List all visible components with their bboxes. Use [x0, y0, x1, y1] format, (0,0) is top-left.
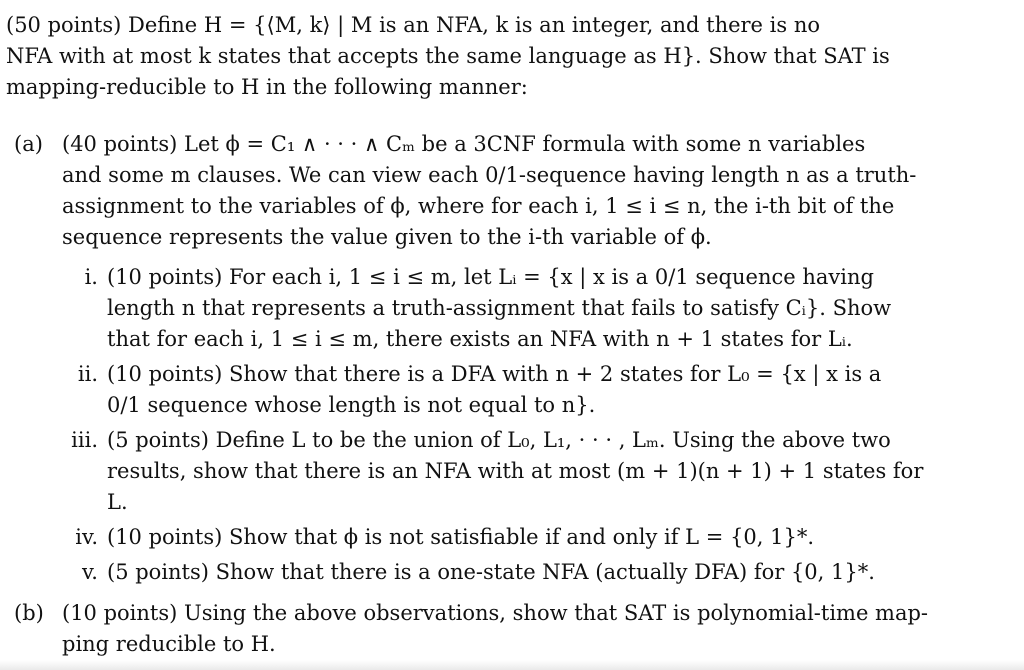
part-b-line-1: (10 points) Using the above observations, show that SAT is polynomial-time map-: [62, 601, 929, 625]
item-iv-label: iv.: [75, 525, 98, 549]
item-iii-line-3: L.: [107, 490, 128, 514]
part-a-label: (a): [14, 132, 43, 156]
part-a-line-3: assignment to the variables of ϕ, where for each i, 1 ≤ i ≤ n, the i-th bit of the: [62, 194, 895, 218]
item-v-label: v.: [81, 560, 98, 584]
item-i-line-2: length n that represents a truth-assignment that fails to satisfy Cᵢ}. Show: [107, 296, 892, 320]
part-a-line-2: and some m clauses. We can view each 0/1-sequence having length n as a truth-: [62, 163, 917, 187]
bottom-shadow: [0, 660, 1024, 670]
intro-line-1: (50 points) Define H = {⟨M, k⟩ | M is an NFA, k is an integer, and there is no: [6, 13, 820, 37]
part-a-line-4: sequence represents the value given to the i-th variable of ϕ.: [62, 225, 712, 249]
intro-line-2: NFA with at most k states that accepts the same language as H}. Show that SAT is: [6, 44, 890, 68]
item-iii-label: iii.: [71, 428, 98, 452]
part-b-label: (b): [14, 601, 44, 625]
item-i-label: i.: [84, 265, 98, 289]
item-i-line-1: (10 points) For each i, 1 ≤ i ≤ m, let Lᵢ = {x | x is a 0/1 sequence having: [107, 265, 874, 289]
part-a-line-1: (40 points) Let ϕ = C₁ ∧ · · · ∧ Cₘ be a 3CNF formula with some n variables: [62, 132, 866, 156]
intro-line-3: mapping-reducible to H in the following manner:: [6, 75, 528, 99]
item-iii-line-2: results, show that there is an NFA with at most (m + 1)(n + 1) + 1 states for: [107, 459, 924, 483]
item-i-line-3: that for each i, 1 ≤ i ≤ m, there exists an NFA with n + 1 states for Lᵢ.: [107, 327, 853, 351]
item-ii-line-1: (10 points) Show that there is a DFA with n + 2 states for L₀ = {x | x is a: [107, 362, 882, 386]
item-iv-line-1: (10 points) Show that ϕ is not satisfiable if and only if L = {0, 1}*.: [107, 525, 815, 549]
item-ii-line-2: 0/1 sequence whose length is not equal to n}.: [107, 393, 596, 417]
item-iii-line-1: (5 points) Define L to be the union of L₀, L₁, · · · , Lₘ. Using the above two: [107, 428, 891, 452]
item-ii-label: ii.: [77, 362, 98, 386]
item-v-line-1: (5 points) Show that there is a one-state NFA (actually DFA) for {0, 1}*.: [107, 560, 875, 584]
part-b-line-2: ping reducible to H.: [62, 632, 276, 656]
